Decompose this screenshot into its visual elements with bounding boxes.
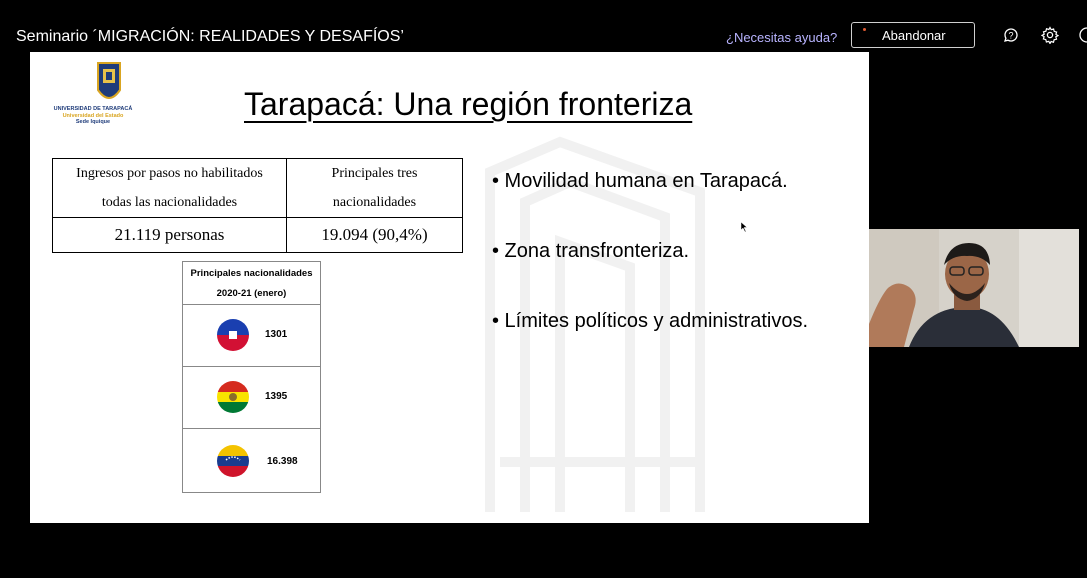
recording-dot-icon: [863, 28, 866, 31]
bolivia-flag-icon: [217, 381, 249, 413]
mouse-cursor-icon: [741, 222, 749, 232]
shared-slide: [30, 52, 869, 523]
logo-campus: Sede Iquique: [75, 119, 111, 125]
nationality-count: 16.398: [267, 456, 298, 467]
bullet-item: • Límites políticos y administrativos.: [492, 310, 808, 332]
table-header-line: todas las nacionalidades: [101, 195, 238, 210]
leave-button-label: Abandonar: [882, 28, 946, 43]
svg-text:?: ?: [1008, 30, 1014, 41]
migration-stats-table: [52, 158, 463, 253]
help-chat-icon[interactable]: [1002, 26, 1020, 44]
more-icon[interactable]: [1078, 26, 1087, 44]
slide-title: Tarapacá: Una región fronteriza: [244, 86, 693, 122]
gear-icon[interactable]: [1041, 26, 1059, 44]
nationalities-table: [182, 261, 321, 493]
table-header-top-three: [287, 159, 463, 218]
table-cell-total-persons: 21.119 personas: [53, 218, 287, 253]
nationality-row-bolivia: [183, 367, 320, 429]
participant-video[interactable]: [869, 229, 1079, 347]
leave-button[interactable]: [851, 22, 975, 48]
table-cell-top-three-total: 19.094 (90,4%): [287, 218, 463, 253]
nationality-count: 1301: [265, 329, 288, 340]
haiti-flag-icon: [217, 319, 249, 351]
participant-avatar-image: [869, 229, 1079, 347]
table-header-line: nacionalidades: [332, 195, 417, 210]
logo-caption: [38, 106, 148, 126]
nationality-count: 1395: [265, 391, 288, 402]
venezuela-flag-icon: [217, 445, 249, 477]
nationalities-header: [183, 262, 320, 305]
meeting-title: Seminario ´MIGRACIÓN: REALIDADES Y DESAFÍOS’: [16, 28, 404, 45]
bullet-item: • Movilidad humana en Tarapacá.: [492, 170, 788, 192]
nationality-row-haiti: [183, 305, 320, 367]
university-crest-icon: [50, 60, 140, 110]
table-header-line: Principales tres: [331, 166, 418, 181]
nationalities-header-period: 2020-21 (enero): [216, 288, 287, 299]
help-link[interactable]: ¿Necesitas ayuda?: [726, 30, 838, 45]
logo-university-name: UNIVERSIDAD DE TARAPACÁ: [53, 106, 133, 112]
table-header-line: Ingresos por pasos no habilitados: [76, 166, 263, 181]
table-header-unauthorized-entries: [53, 159, 287, 218]
nationality-row-venezuela: [183, 429, 320, 492]
nationalities-header-title: Principales nacionalidades: [190, 268, 313, 279]
logo-subtitle: Universidad del Estado: [62, 112, 124, 119]
bullet-item: • Zona transfronteriza.: [492, 240, 690, 262]
meeting-top-bar: [0, 0, 1087, 52]
